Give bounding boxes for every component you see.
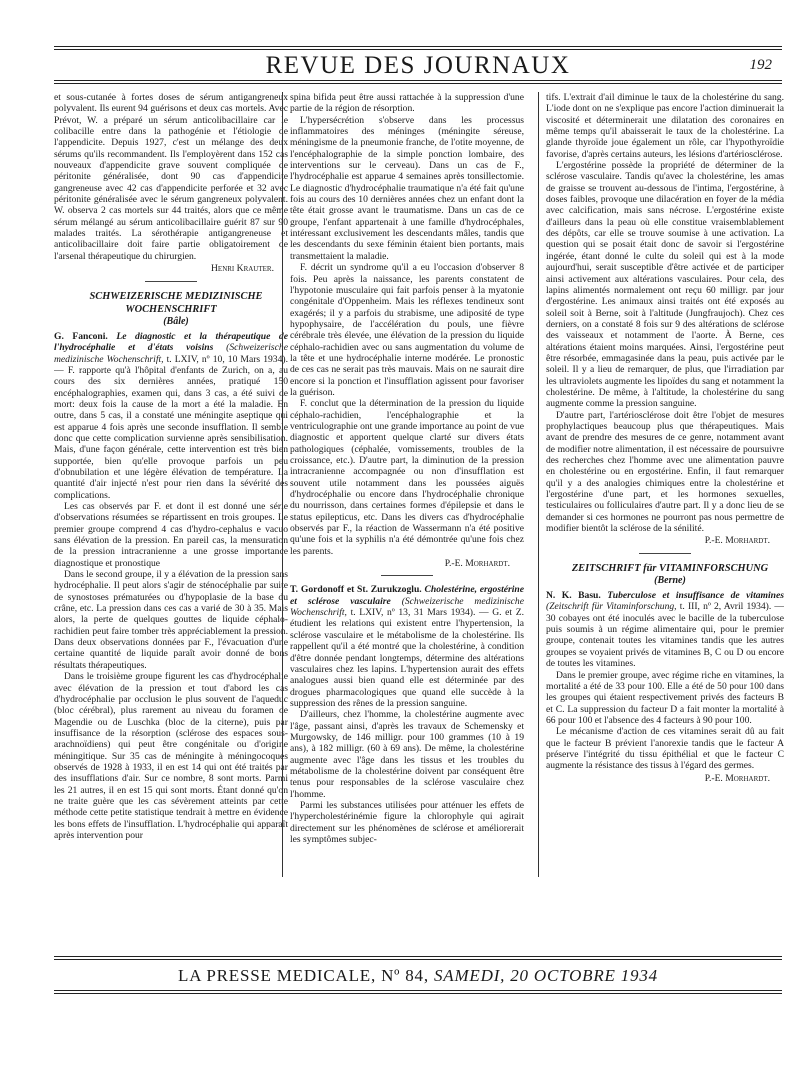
- journal-city: (Berne): [654, 574, 686, 586]
- article-lead: [290, 584, 524, 709]
- header-rule: [54, 46, 782, 47]
- page-footer: [54, 966, 782, 986]
- page-number: 192: [749, 57, 772, 73]
- article-title: Cholestérine, ergostérine et sclérose vasculaire: [290, 584, 524, 607]
- header-rule: [54, 83, 782, 84]
- column-divider: [282, 92, 283, 877]
- article-lead: [546, 590, 784, 669]
- paragraph: tifs. L'extrait d'ail diminue le taux de la cholestérine du sang. L'iode dont on ne s'explique pas encore l'action diminuerait la viscosité et déterminerait une dilatation des coronaires en même temps qu'il abaisserait le taux de la cholestérine. La glande thyroïde joue également un rôle, car l'hypothyroïdie favorise, d'après certains auteurs, les lésions d'artériosclérose.: [546, 92, 784, 160]
- paragraph: D'autre part, l'artériosclérose doit être l'objet de mesures prophylactiques beaucoup plus que thérapeutiques. Mais avant de prendre des mesures de ce genre, notamment avant de modifier notre alimentation, il est nécessaire de poursuivre des recherches chez l'homme avec une alimentation pauvre en cholestérine ou en ergostérine. Enfin, il faut remarquer qu'il y a des analogies chimiques entre la cholestérine et l'ergostérine d'une part, et les hormones sexuelles, testiculaires ou folliculaires d'autre part. Il y a donc lieu de se demander si ces hormones ne pourront pas nous permettre de modifier bientôt la sclérose de la sénilité.: [546, 409, 784, 535]
- article-body: t. III, nº 2, Avril 1934). — 30 cobayes ont été inoculés avec le bacille de la tuberculose puis soumis à un régime alimentaire qui, pour le premier groupe, contenait toutes les vitamines tandis que les autres groupes se voyaient privés de vitamines B, C ou D ou encore de toutes les vitamines.: [546, 601, 784, 670]
- article-title: Le diagnostic et la thérapeutique de l'hydrocéphalie et d'états voisins: [54, 330, 288, 354]
- article-body: t. LXIV, nº 10, 10 Mars 1934). — F. rapporte qu'à l'hôpital d'enfants de Zurich, on a, au cours des six dernières années, pratiqué 150 encéphalographies, examen qui, dans 3 cas, a été suivi de mort: deux fois la cause de la mort a été la maladie. En outre, dans 5 cas, il a constaté une méningite aseptique qui est apparue 4 fois après une seconde insufflation. Il semble donc que cette complication survienne après sensibilisation. Mais, d'une façon générale, cette intervention est très bien supportée, bien qu'elle provoque parfois un peu d'obnubilation et une légère élévation de température. La quantité d'air injecté n'est pour rien dans la sévérité des complications.: [54, 353, 288, 501]
- author-signature: P.-E. Morhardt.: [704, 535, 770, 547]
- column-2: [290, 92, 524, 877]
- article-reference: (Schweizerische medizinische Wochenschrift,: [290, 595, 524, 619]
- paragraph: Les cas observés par F. et dont il est donné une série d'observations résumées se répartissent en trois groupes. Le premier groupe comprend 4 cas d'hydro-cephalus e vacuo sans élévation de la pression. En pareil cas, la mensuration de la pression intracranienne a une grosse importance diagnostique et pronostique: [54, 501, 288, 569]
- article-author: T. Gordonoff et St. Zurukzoglu.: [290, 584, 422, 596]
- paragraph: spina bifida peut être aussi rattachée à la suppression d'une partie de la région de résorption.: [290, 92, 524, 115]
- footer-date: SAMEDI, 20 OCTOBRE 1934: [433, 966, 658, 985]
- article-title: Tuberculose et insuffisance de vitamines: [607, 590, 784, 602]
- paragraph: Dans le troisième groupe figurent les cas d'hydrocéphalie avec élévation de la pression et tout d'abord les cas d'hydrocéphalie par occlusion le plus souvent de l'aqueduc (bloc cérébral), plus rarement au niveau du foramen de Magendie ou de Luschka (bloc de la citerne), puis par insuffisance de la résorption (sclérose des espaces sous-arachnoïdiens) qui peut être congénitale ou d'origine méningitique. Sur 35 cas de méningite à méningocoques observés de 1928 à 1933, il en est 14 qui ont été traités par des insufflations d'air. Sur ce nombre, 8 sont morts. Parmi les 21 autres, il en est 15 qui sont morts. Étant donné qu'on ne traite guère que les cas sévèrement atteints par cette méthode cette petite statistique tendrait à mettre en évidence les bons effets de l'insufflation. L'hydrocéphalie qui apparaît après intervention pour: [54, 671, 288, 841]
- column-1: [54, 92, 288, 877]
- section-divider: [381, 575, 433, 576]
- section-divider: [145, 281, 197, 282]
- footer-journal: LA PRESSE MEDICALE,: [178, 966, 376, 985]
- footer-issue: Nº 84,: [381, 966, 429, 985]
- journal-city: (Bâle): [163, 315, 189, 327]
- article-lead: [54, 331, 288, 501]
- running-title: REVUE DES JOURNAUX: [265, 52, 571, 79]
- author-signature: P.-E. Morhardt.: [704, 772, 770, 784]
- author-signature: Henri Krauter.: [211, 263, 274, 275]
- paragraph: L'ergostérine possède la propriété de déterminer de la sclérose vasculaire. Tandis qu'avec la cholestérine, les amas de graisse se trouvent au-dessous de l'intima, l'ergostérine, à doses faibles, provoque une dilacération en foyer de la média avec calcification, mais sans nécrose. L'ergostérine existe d'ailleurs dans la peau où elle constitue vraisemblablement des dépôts, car elle se trouve soumise à une activation. La question qui se posait était donc de savoir si l'ergostérine ingérée, étant donné le culte du soleil qui est à la mode aujourd'hui, serait susceptible d'être activée et de participer ainsi activement aux altérations vasculaires. Pour cela, des lapins alimentés normalement ont reçu 60 milligr. par jour d'ergostérine. Les animaux ainsi traités ont été exposés au soleil soit à Berne, soit à l'altitude (Jungfraujoch). Chez ces derniers, on a constaté 8 fois sur 9 des altérations de sclérose des vaisseaux et notamment de l'aorte. À Berne, ces altérations étaient moins marquées. Ainsi, l'ergostérine peut être résorbée, emmagasinée dans la peau, puis activée par le soleil. Il y a lieu de remarquer, de plus, que l'irradiation par les ultraviolets augmente les lipoïdes du sang et notamment la cholestérine. De même, à l'altitude, la cholestérine du sang augmente comme la pression sanguine.: [546, 160, 784, 410]
- paragraph: D'ailleurs, chez l'homme, la cholestérine augmente avec l'âge, passant ainsi, d'après les travaux de Schemensky et Murgowsky, de 146 milligr. pour 100 grammes (10 à 19 ans), à 182 milligr. (60 à 69 ans). De même, la cholestérine augmente avec l'âge dans les tissus et les troubles du métabolisme de la cholestérine doivent par conséquent être tenus pour responsables de la sclérose vasculaire chez l'homme.: [290, 709, 524, 800]
- footer-rule: [54, 993, 782, 994]
- header-rule: [54, 80, 782, 81]
- paragraph: Le mécanisme d'action de ces vitamines serait dû au fait que le facteur B prévient l'anorexie tandis que le facteur A préserve l'intégrité du tissu épithélial et que le facteur C augmente la résistance des tissus à l'égard des germes.: [546, 726, 784, 772]
- journal-heading: SCHWEIZERISCHE MEDIZINISCHE WOCHENSCHRIFT: [89, 290, 263, 315]
- article-reference: (Schweizerische medizinische Wochenschrift,: [54, 342, 288, 365]
- paragraph: Parmi les substances utilisées pour atténuer les effets de l'hypercholestérinémie figure la chlorophyle qui agirait directement sur les phénomènes de sclérose et améliorerait les symptômes subjec-: [290, 799, 524, 845]
- paragraph: F. conclut que la détermination de la pression du liquide céphalo-rachidien, l'encéphalographie et la ventriculographie ont une grande importance au point de vue diagnostic et apportent quelque clarté sur divers états pathologiques (céphalée, vomissements, troubles de la croissance, etc.). D'autre part, la diminution de la pression intracranienne accompagnée ou non d'insufflation est souvent utile notamment dans les poussées aiguës d'hydrocéphalie ou encore dans l'hydrocéphalie chronique du nourrisson, dans certaines formes d'épilepsie et dans le status epilepticus, etc. Dans les divers cas d'hydrocéphalie observés par F., la réaction de Wassermann n'a été positive qu'une fois et la syphilis n'a été démontrée qu'une fois chez les parents.: [290, 398, 524, 557]
- article-reference: (Zeitschrift für Vitaminforschung,: [546, 601, 677, 613]
- article-author: G. Fanconi.: [54, 330, 108, 342]
- paragraph: L'hypersécrétion s'observe dans les processus inflammatoires des méninges (méningite séreuse, méningisme de la pneumonie franche, de l'otite moyenne, de l'encéphalographie de la simple ponction lombaire, des interventions sur le cerveau). Dans un cas de F., l'hydrocéphalie est apparue 4 semaines après tonsillectomie. Le diagnostic d'hydrocéphalie traumatique n'a été fait qu'une fois au cours des 10 dernières années chez un enfant dont la tête était grosse avant le traumatisme. Dans un cas de ce groupe, l'enfant appartenait à une famille d'hydrocéphales, intéressant exclusivement les descendants mâles, tandis que les descendants du sexe féminin étaient bien portants, mais transmettaient la maladie.: [290, 114, 524, 262]
- article-body: t. LXIV, nº 13, 31 Mars 1934). — G. et Z. étudient les relations qui existent entre l'hypertension, la sclérose vasculaire et le métabolisme de la cholestérine. Ils rappellent qu'il a été montré que la cholestérine, à condition d'être donnée pendant longtemps, détermine des altérations vasculaires chez les lapins. L'hypertension aurait des effets analogues aussi bien quand elle est déterminée par des drogues pharmacologiques que quand elle succède à la suppression des rênes de la pression sanguine.: [290, 607, 524, 709]
- paragraph: Dans le second groupe, il y a élévation de la pression sans hydrocéphalie. Il peut alors s'agir de sténocéphalie par suite de synostoses prématurées ou d'hypoplasie de la base du crâne, etc. La pression dans ces cas a varié de 30 à 35. Mais alors, la perte de quelques gouttes de liquide céphalo-rachidien peut faire tomber très appréciablement la pression. Dans deux observations données par F., l'évacuation d'une certaine quantité de liquide paraît avoir donné de bons résultats thérapeutiques.: [54, 569, 288, 671]
- paragraph: et sous-cutanée à fortes doses de sérum antigangreneux polyvalent. Ils eurent 94 guérisons et deux cas mortels. Avec Prévot, W. a préparé un sérum anticolibacillaire car le colibacille entre dans la pathogénie et l'étiologie de l'appendicite. Depuis 1927, c'est un mélange des deux sérums qu'ils recommandent. Ils l'employèrent dans 152 cas nouveaux d'appendicite grave souvent compliquée de péritonite généralisée, dont 90 cas d'appendicite gangreneuse avec 42 cas d'appendicite perforée et 32 avec péritonite généralisée avec le sérum gangreneux polyvalent. W. observa 2 cas mortels sur 44 traités, alors que ce même sérum mélangé au sérum anticolibacillaire guérit 87 sur 90 malades traités. La sérothérapie antigangreneuse et anticolibacillaire doit faire partie obligatoirement de l'arsenal thérapeutique du chirurgien.: [54, 92, 288, 262]
- footer-rule: [54, 956, 782, 957]
- footer-rule: [54, 990, 782, 991]
- article-author: N. K. Basu.: [546, 590, 601, 602]
- column-divider: [538, 92, 539, 877]
- author-signature: P.-E. Morhardt.: [444, 558, 510, 570]
- journal-heading: ZEITSCHRIFT für VITAMINFORSCHUNG: [571, 562, 769, 574]
- column-3: [546, 92, 784, 877]
- footer-rule: [54, 959, 782, 960]
- paragraph: Dans le premier groupe, avec régime riche en vitamines, la mortalité a été de 33 pour 100. Elle a été de 50 pour 100 dans les groupes qui étaient respectivement privés des facteurs B et C. La suppression du facteur D a fait monter la mortalité à 66 pour 100 et l'absence des 4 facteurs à 90 pour 100.: [546, 669, 784, 726]
- paragraph: F. décrit un syndrome qu'il a eu l'occasion d'observer 8 fois. Peu après la naissance, les parents constatent de l'hypotonie musculaire qui fait parfois penser à la myatonie congénitale d'Oppenheim. Mais les réflexes tendineux sont exagérés; il y a parfois du strabisme, une adiposité de type hypophysaire, de l'accélération du pouls, une fièvre cérébrale très élevée, une élévation de la pression du liquide céphalo-rachidien avec ou sans augmentation du volume de la tête et une hydrocéphalie interne modérée. Le pronostic de ces cas ne serait pas très mauvais. Mais on ne saurait dire encore si la ponction et l'insufflation agissent pour favoriser la guérison.: [290, 262, 524, 398]
- header-rule: [54, 49, 782, 50]
- section-divider: [639, 553, 691, 554]
